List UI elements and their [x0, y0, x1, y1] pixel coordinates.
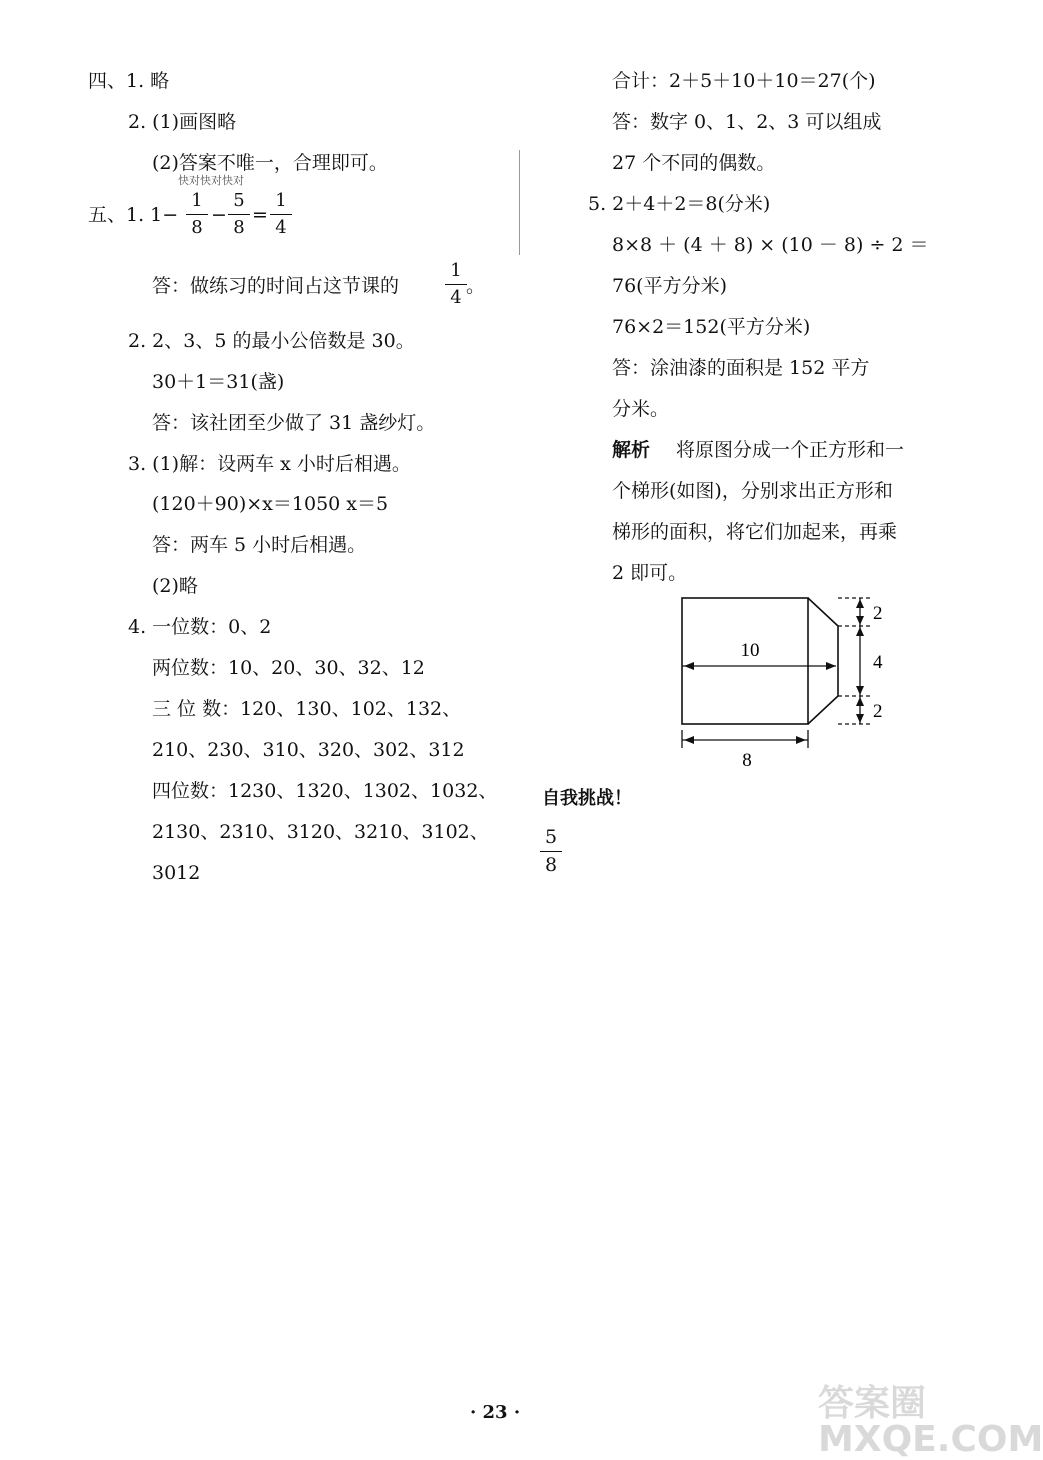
r-item5-2: 8×8 ＋ (4 ＋ 8) × (10 － 8) ÷ 2 ＝: [612, 234, 929, 256]
answer-fraction-1-4: 1 4: [445, 262, 467, 307]
challenge-heading: 自我挑战！: [542, 788, 632, 809]
diagram-trapezoid: [808, 598, 838, 724]
s4-item1: 四、1. 略: [88, 70, 170, 92]
r-item5-4: 76×2＝152(平方分米): [612, 316, 811, 338]
s5-item2-2: 30＋1＝31(盏): [152, 371, 285, 393]
equals-sign: =: [252, 204, 268, 226]
analysis-line-2: 个梯形(如图)，分别求出正方形和: [612, 480, 893, 502]
s5-item4-5: 四位数：1230、1320、1302、1032、: [152, 780, 498, 802]
diagram-label-2-bottom: 2: [873, 701, 883, 722]
diagram-label-8: 8: [742, 750, 752, 771]
fraction-5-8: 5 8: [228, 192, 250, 237]
site-logo-watermark: 答案圈 MXQE.COM: [818, 1383, 1043, 1460]
s5-item4-4: 210、230、310、320、302、312: [152, 739, 465, 761]
s5-item4-1: 4. 一位数：0、2: [128, 616, 272, 638]
fraction-1-4: 1 4: [270, 192, 292, 237]
s4-item2-2: (2)答案不唯一，合理即可。: [152, 152, 388, 174]
answer-period: 。: [466, 275, 486, 297]
geometry-diagram: [670, 590, 900, 780]
r-answer-1: 答：数字 0、1、2、3 可以组成: [612, 111, 882, 133]
s5-item3-1: 3. (1)解：设两车 x 小时后相遇。: [128, 453, 411, 475]
s5-item3-3: 答：两车 5 小时后相遇。: [152, 534, 367, 556]
challenge-fraction-5-8: 5 8: [540, 828, 562, 875]
s5-item4-6: 2130、2310、3120、3210、3102、: [152, 821, 489, 843]
s5-item4-3: 三 位 数：120、130、102、132、: [152, 698, 462, 720]
analysis-line-1: 将原图分成一个正方形和一: [676, 439, 905, 461]
s5-item1-answer: 答：做练习的时间占这节课的: [152, 275, 400, 297]
column-divider: [519, 150, 520, 255]
diagram-label-10: 10: [740, 640, 760, 661]
diagram-label-2-top: 2: [873, 603, 883, 624]
fraction-1-8: 1 8: [186, 192, 208, 237]
analysis-line-4: 2 即可。: [612, 562, 688, 584]
analysis-label: 解析: [612, 439, 651, 461]
s5-item3-2: (120＋90)×x＝1050 x＝5: [152, 493, 389, 515]
r-answer-2: 27 个不同的偶数。: [612, 152, 776, 174]
s5-item3-4: (2)略: [152, 575, 198, 597]
r-item5-6: 分米。: [612, 398, 670, 420]
s5-item4-7: 3012: [152, 862, 201, 884]
s4-item2-1: 2. (1)画图略: [128, 111, 237, 133]
s5-item4-2: 两位数：10、20、30、32、12: [152, 657, 425, 679]
analysis-line-3: 梯形的面积，将它们加起来，再乘: [612, 521, 898, 543]
stamp-watermark: 快对快对快对: [178, 174, 244, 187]
r-item5-1: 5. 2＋4＋2＝8(分米): [588, 193, 771, 215]
r-item5-3: 76(平方分米): [612, 275, 728, 297]
page-number: · 23 ·: [470, 1402, 521, 1423]
diagram-label-4: 4: [873, 652, 883, 673]
diagram-square: [682, 598, 808, 724]
s5-item2-1: 2. 2、3、5 的最小公倍数是 30。: [128, 330, 415, 352]
s5-item1-prefix: 五、1. 1−: [88, 204, 179, 226]
s5-item2-3: 答：该社团至少做了 31 盏纱灯。: [152, 412, 436, 434]
minus-sign: −: [211, 204, 227, 226]
r-item5-5: 答：涂油漆的面积是 152 平方: [612, 357, 870, 379]
r-total: 合计：2＋5＋10＋10＝27(个): [612, 70, 876, 92]
